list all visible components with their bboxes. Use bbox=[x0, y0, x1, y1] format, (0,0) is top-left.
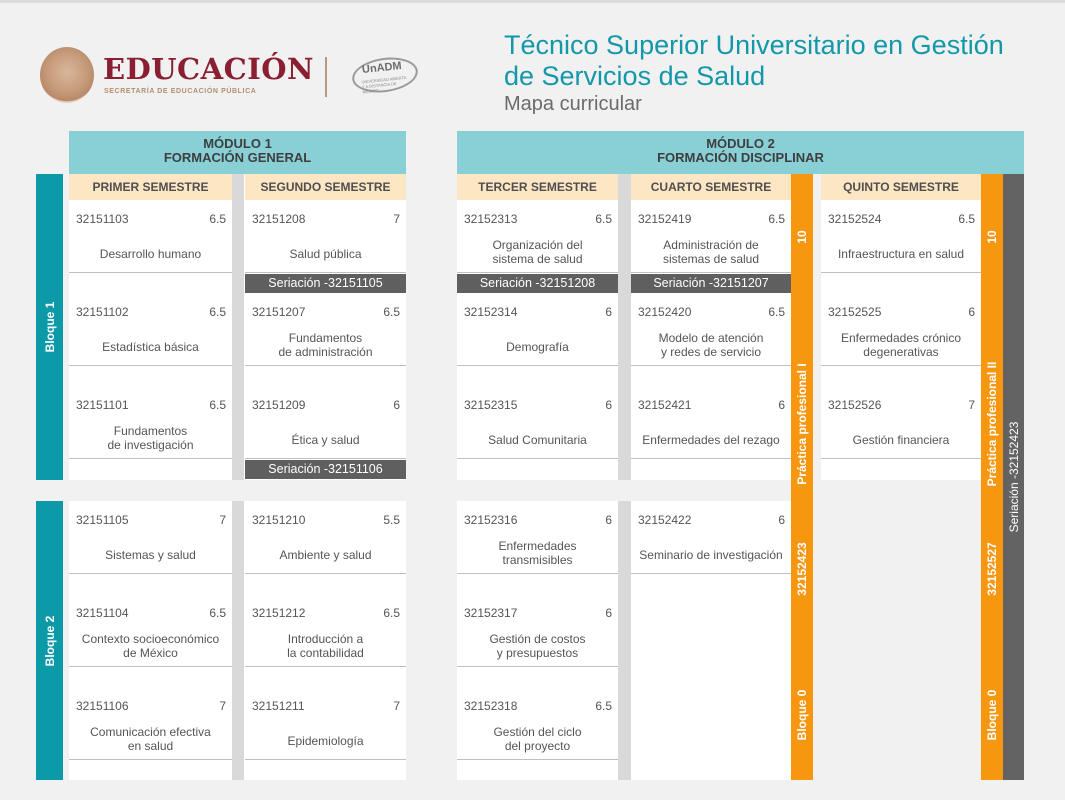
column-gap bbox=[618, 174, 631, 780]
practica-1-code: 32152423 bbox=[795, 542, 809, 596]
course-cell bbox=[69, 293, 232, 386]
row-divider bbox=[245, 458, 406, 459]
module-1-header: MÓDULO 1 FORMACIÓN GENERAL bbox=[69, 131, 406, 174]
course-name: Gestión financiera bbox=[852, 433, 950, 447]
national-seal-icon bbox=[40, 47, 94, 103]
sep-logo-subtitle: SECRETARÍA DE EDUCACIÓN PÚBLICA bbox=[104, 88, 257, 95]
semester-header-5: QUINTO SEMESTRE bbox=[821, 174, 981, 200]
course-name: Ambiente y salud bbox=[279, 548, 372, 562]
course-code: 32152315 bbox=[464, 398, 518, 412]
course-credits: 6 bbox=[605, 606, 612, 620]
course-cell bbox=[821, 200, 981, 293]
course-credits: 6.5 bbox=[958, 212, 975, 226]
course-code: 32151212 bbox=[252, 606, 306, 620]
row-divider bbox=[631, 573, 791, 574]
seriacion-badge: Seriación -32151106 bbox=[245, 460, 406, 479]
course-code: 32152421 bbox=[638, 398, 692, 412]
row-divider bbox=[245, 759, 406, 760]
course-credits: 6.5 bbox=[768, 305, 785, 319]
course-code: 32152313 bbox=[464, 212, 518, 226]
column-gap bbox=[232, 174, 244, 780]
module-2-header: MÓDULO 2 FORMACIÓN DISCIPLINAR bbox=[457, 131, 1024, 174]
course-cell bbox=[245, 687, 406, 780]
course-name: Enfermedades crónico degenerativas bbox=[840, 331, 962, 359]
course-name: Enfermedades transmisibles bbox=[498, 539, 577, 567]
row-divider bbox=[245, 272, 406, 273]
course-name: Ética y salud bbox=[291, 433, 360, 447]
course-code: 32151106 bbox=[76, 699, 129, 713]
row-divider bbox=[821, 365, 981, 366]
course-code: 32152525 bbox=[828, 305, 882, 319]
course-credits: 6.5 bbox=[209, 398, 226, 412]
course-code: 32152316 bbox=[464, 513, 518, 527]
page-subtitle: Mapa curricular bbox=[504, 93, 642, 115]
row-divider bbox=[457, 759, 618, 760]
course-cell bbox=[245, 293, 406, 386]
course-credits: 6 bbox=[605, 305, 612, 319]
course-name: Introducción a la contabilidad bbox=[287, 632, 364, 660]
course-cell bbox=[245, 594, 406, 687]
course-name: Gestión del ciclo del proyecto bbox=[493, 725, 582, 753]
course-cell bbox=[245, 200, 406, 293]
course-code: 32152419 bbox=[638, 212, 692, 226]
row-divider bbox=[245, 666, 406, 667]
course-name: Enfermedades del rezago bbox=[642, 433, 780, 447]
practica-2-code: 32152527 bbox=[985, 542, 999, 596]
course-code: 32151103 bbox=[76, 212, 129, 226]
row-divider bbox=[69, 573, 232, 574]
course-name: Fundamentos de investigación bbox=[107, 424, 194, 452]
course-name: Administración de sistemas de salud bbox=[662, 238, 760, 266]
course-code: 32152420 bbox=[638, 305, 692, 319]
course-code: 32151102 bbox=[76, 305, 129, 319]
seriacion-badge: Seriación -32151105 bbox=[245, 274, 406, 293]
course-code: 32151101 bbox=[76, 398, 129, 412]
course-cell bbox=[457, 687, 618, 780]
course-name: Seminario de investigación bbox=[639, 548, 783, 562]
row-divider bbox=[631, 365, 791, 366]
course-cell bbox=[631, 386, 791, 479]
course-credits: 6 bbox=[605, 513, 612, 527]
course-credits: 6.5 bbox=[595, 699, 612, 713]
practica-1-name: Práctica profesional I bbox=[795, 363, 809, 485]
seriacion-badge: Seriación -32151208 bbox=[457, 274, 618, 293]
course-cell bbox=[457, 293, 618, 386]
seriacion-badge: Seriación -32151207 bbox=[631, 274, 791, 293]
course-credits: 6 bbox=[605, 398, 612, 412]
course-code: 32152526 bbox=[828, 398, 882, 412]
row-divider bbox=[245, 365, 406, 366]
course-credits: 6.5 bbox=[209, 305, 226, 319]
practica-1-credits: 10 bbox=[795, 230, 809, 244]
course-cell bbox=[631, 501, 791, 594]
course-code: 32152317 bbox=[464, 606, 518, 620]
course-cell bbox=[245, 501, 406, 594]
course-credits: 6.5 bbox=[383, 606, 400, 620]
course-code: 32152318 bbox=[464, 699, 518, 713]
course-cell bbox=[631, 200, 791, 293]
semester-header-4: CUARTO SEMESTRE bbox=[631, 174, 791, 200]
row-divider bbox=[457, 666, 618, 667]
row-divider bbox=[245, 573, 406, 574]
row-divider bbox=[821, 272, 981, 273]
course-cell bbox=[245, 386, 406, 479]
row-divider bbox=[69, 458, 232, 459]
course-credits: 7 bbox=[968, 398, 975, 412]
row-divider bbox=[457, 365, 618, 366]
practica-profesional-2-bar bbox=[981, 174, 1003, 780]
course-cell bbox=[457, 386, 618, 479]
course-credits: 6 bbox=[393, 398, 400, 412]
row-divider bbox=[631, 458, 791, 459]
row-divider bbox=[457, 272, 618, 273]
course-credits: 6.5 bbox=[768, 212, 785, 226]
row-divider bbox=[69, 272, 232, 273]
course-credits: 6.5 bbox=[209, 606, 226, 620]
semester-header-3: TERCER SEMESTRE bbox=[457, 174, 618, 200]
course-name: Demografía bbox=[506, 340, 569, 354]
course-credits: 6 bbox=[778, 513, 785, 527]
course-code: 32151208 bbox=[252, 212, 306, 226]
course-credits: 7 bbox=[393, 699, 400, 713]
course-name: Desarrollo humano bbox=[99, 247, 202, 261]
course-credits: 7 bbox=[219, 699, 226, 713]
row-divider bbox=[69, 365, 232, 366]
logo-divider bbox=[325, 57, 327, 97]
course-cell bbox=[631, 293, 791, 386]
course-credits: 6.5 bbox=[209, 212, 226, 226]
row-divider bbox=[69, 759, 232, 760]
practica-2-bloque: Bloque 0 bbox=[985, 689, 999, 741]
course-name: Fundamentos de administración bbox=[278, 331, 373, 359]
course-cell bbox=[69, 501, 232, 594]
course-cell bbox=[457, 200, 618, 293]
course-code: 32151207 bbox=[252, 305, 306, 319]
course-credits: 7 bbox=[219, 513, 226, 527]
course-credits: 6 bbox=[778, 398, 785, 412]
row-divider bbox=[821, 458, 981, 459]
course-name: Salud pública bbox=[289, 247, 362, 261]
course-code: 32151104 bbox=[76, 606, 129, 620]
course-name: Infraestructura en salud bbox=[837, 247, 965, 261]
unadm-logo-text: UnADM bbox=[361, 59, 403, 77]
practica-profesional-1-bar bbox=[791, 174, 813, 780]
seriacion-practica-2-bar: Seriación -32152423 bbox=[1003, 174, 1024, 780]
row-divider bbox=[69, 666, 232, 667]
course-credits: 6 bbox=[968, 305, 975, 319]
course-code: 32152314 bbox=[464, 305, 518, 319]
page-title: Técnico Superior Universitario en Gestión de Servicios de Salud bbox=[504, 30, 1004, 91]
course-cell bbox=[69, 200, 232, 293]
course-name: Salud Comunitaria bbox=[488, 433, 587, 447]
course-name: Estadística básica bbox=[102, 340, 199, 354]
course-cell bbox=[69, 386, 232, 479]
course-code: 32151210 bbox=[252, 513, 306, 527]
course-name: Modelo de atención y redes de servicio bbox=[658, 331, 764, 359]
course-code: 32151209 bbox=[252, 398, 306, 412]
semester-header-1: PRIMER SEMESTRE bbox=[69, 174, 232, 200]
course-name: Comunicación efectiva en salud bbox=[90, 725, 211, 753]
course-cell bbox=[69, 687, 232, 780]
course-name: Organización del sistema de salud bbox=[492, 238, 583, 266]
sep-logo-text: EDUCACIÓN bbox=[103, 52, 315, 86]
bloque-separator bbox=[63, 480, 991, 501]
course-name: Epidemiología bbox=[287, 734, 364, 748]
course-name: Gestión de costos y presupuestos bbox=[489, 632, 586, 660]
bloque-1-bar: Bloque 1 bbox=[36, 174, 63, 480]
course-cell bbox=[821, 386, 981, 479]
practica-1-bloque: Bloque 0 bbox=[795, 689, 809, 741]
course-cell bbox=[821, 293, 981, 386]
top-border bbox=[0, 0, 1065, 3]
practica-2-name: Práctica profesional II bbox=[985, 361, 999, 487]
row-divider bbox=[631, 272, 791, 273]
course-code: 32151105 bbox=[76, 513, 129, 527]
row-divider bbox=[457, 573, 618, 574]
course-name: Sistemas y salud bbox=[105, 548, 196, 562]
course-credits: 7 bbox=[393, 212, 400, 226]
course-code: 32152524 bbox=[828, 212, 882, 226]
course-name: Contexto socioeconómico de México bbox=[81, 632, 220, 660]
course-credits: 6.5 bbox=[595, 212, 612, 226]
course-credits: 6.5 bbox=[383, 305, 400, 319]
course-code: 32151211 bbox=[252, 699, 305, 713]
practica-2-credits: 10 bbox=[985, 230, 999, 244]
bloque-2-bar: Bloque 2 bbox=[36, 501, 63, 780]
course-credits: 5.5 bbox=[383, 513, 400, 527]
row-divider bbox=[457, 458, 618, 459]
course-cell bbox=[457, 594, 618, 687]
unadm-logo-subtitle: UNIVERSIDAD ABIERTA Y A DISTANCIA DE MÉXICO bbox=[361, 74, 407, 95]
semester-header-2: SEGUNDO SEMESTRE bbox=[245, 174, 406, 200]
course-cell bbox=[69, 594, 232, 687]
course-code: 32152422 bbox=[638, 513, 692, 527]
course-cell bbox=[457, 501, 618, 594]
